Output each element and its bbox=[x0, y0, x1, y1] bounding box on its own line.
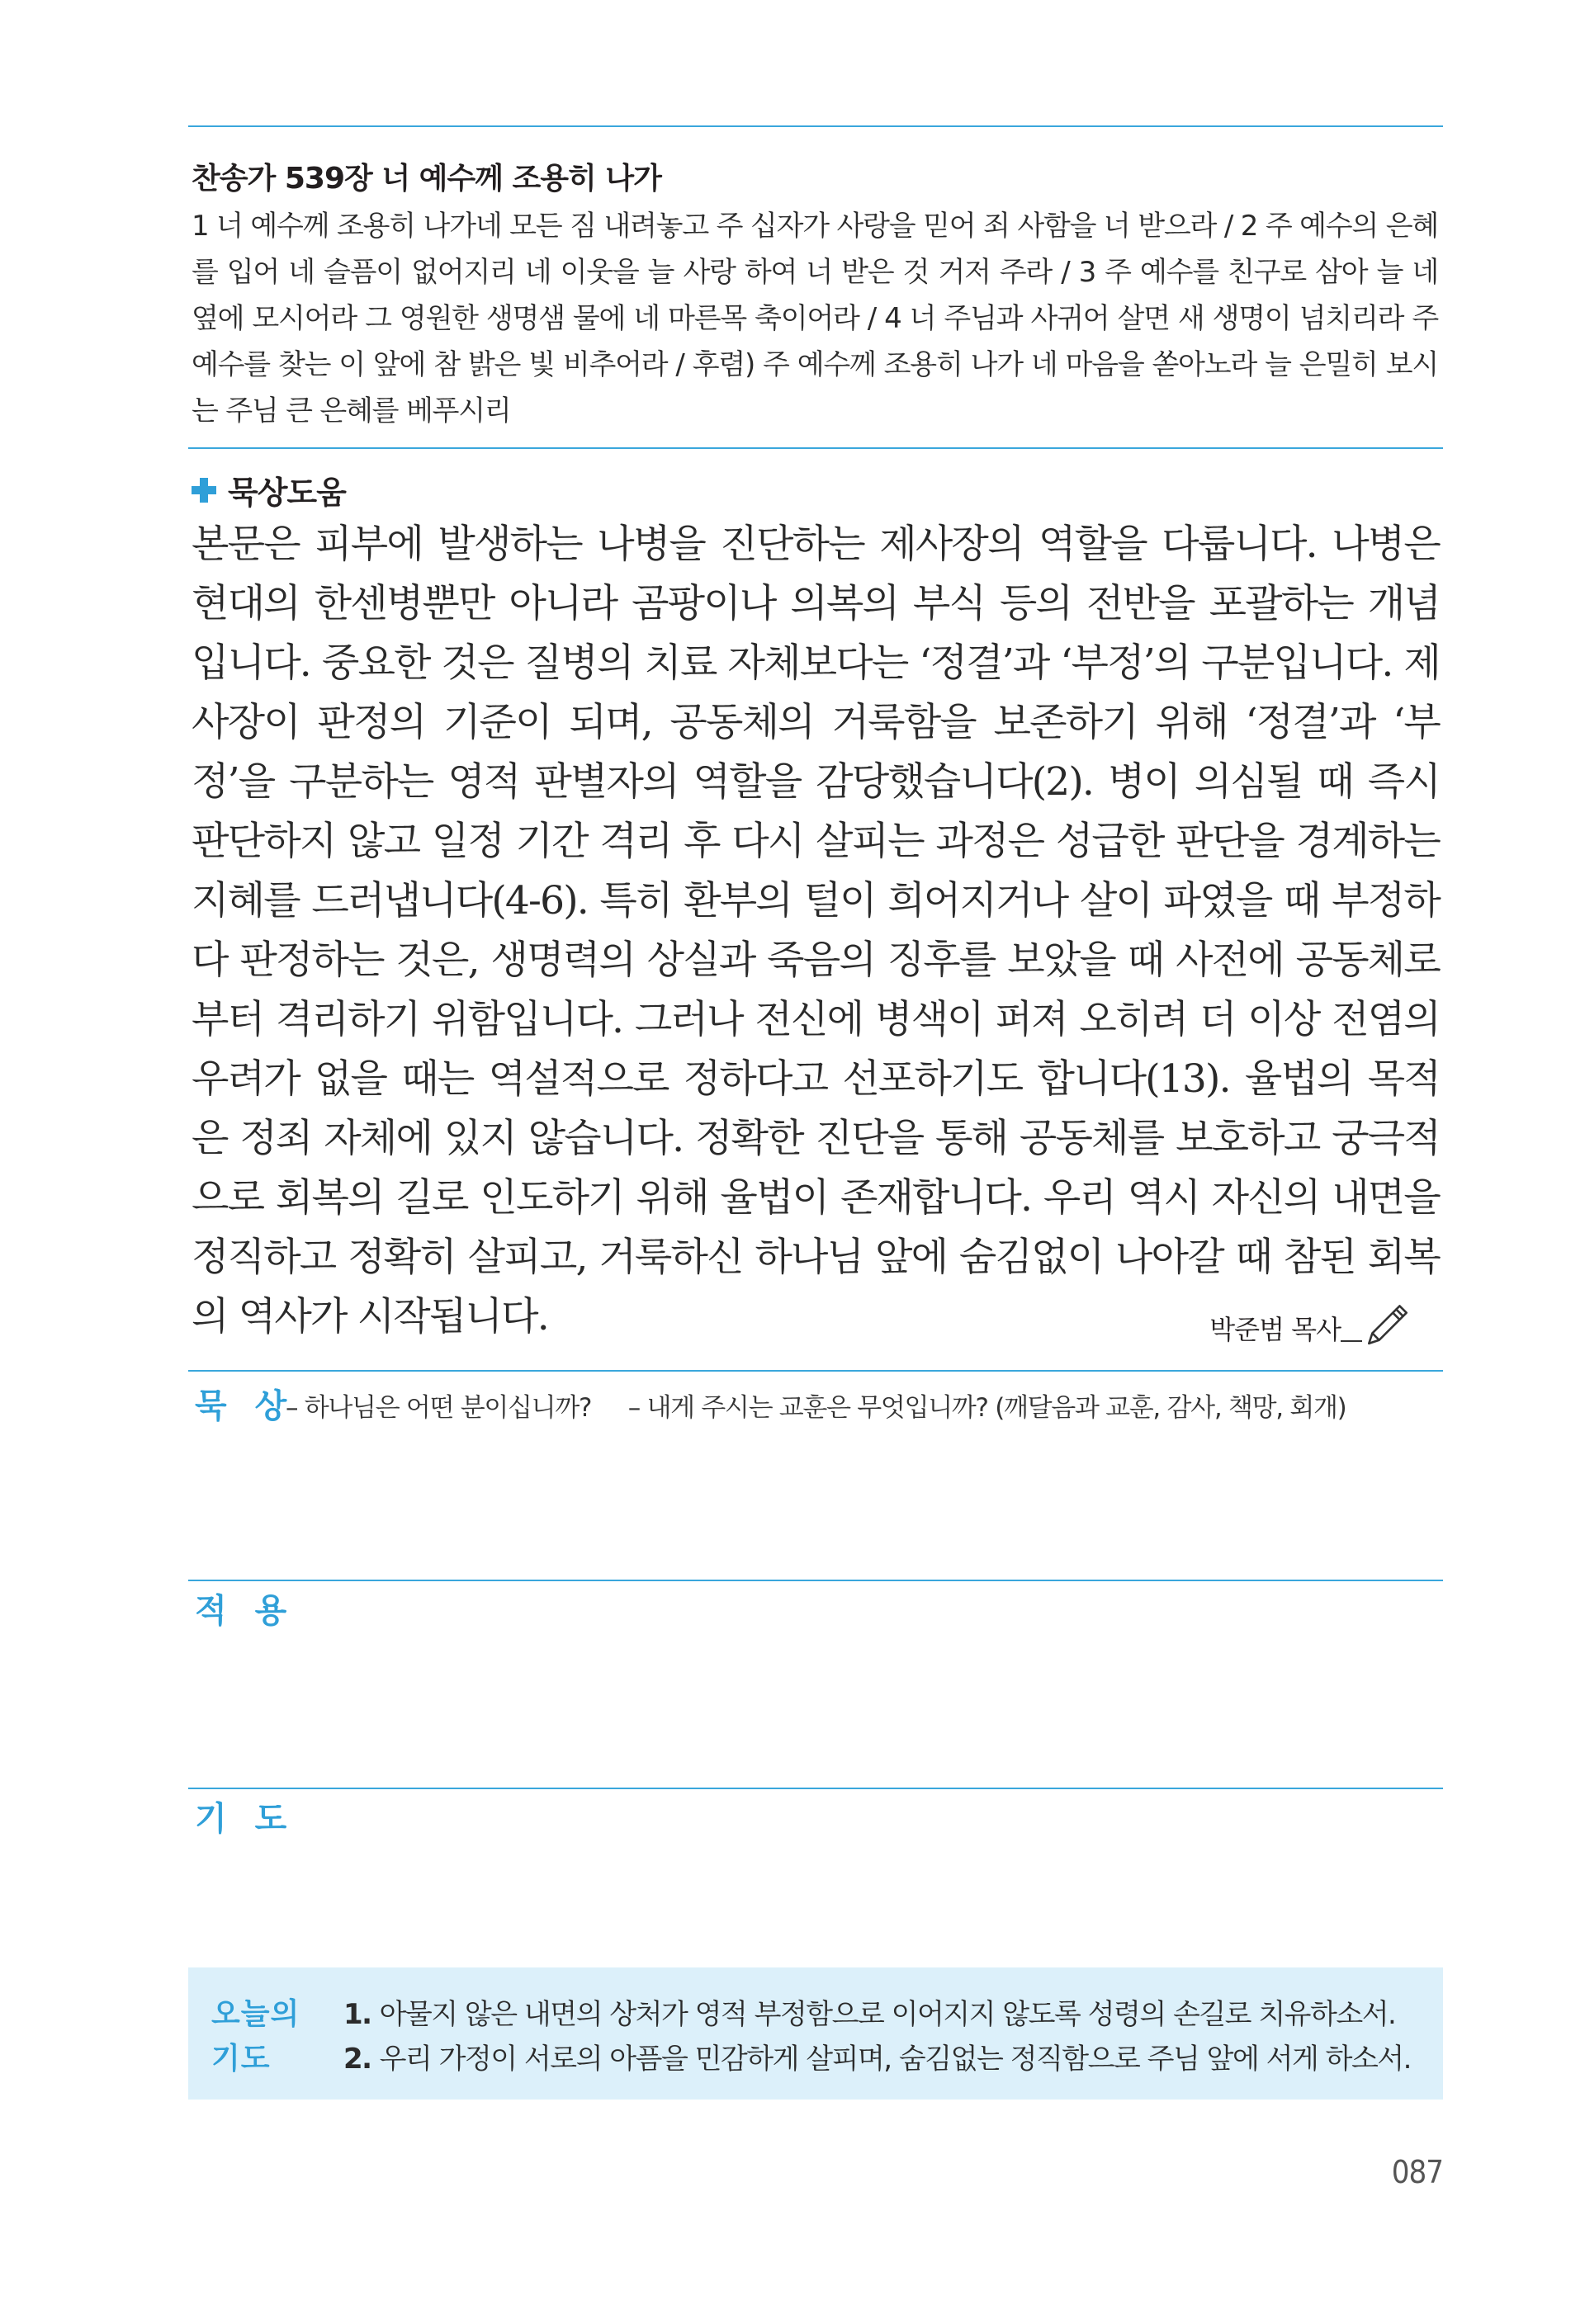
page-number: 087 bbox=[1391, 2154, 1443, 2190]
meditation-rule bbox=[188, 1370, 1443, 1372]
author-signature bbox=[1209, 1296, 1413, 1347]
prayer-item bbox=[343, 1992, 1411, 2037]
devotion-body: 본문은 피부에 발생하는 나병을 진단하는 제사장의 역할을 다룹니다. 나병은 현대의 한센병뿐만 아니라 곰팡이나 의복의 부식 등의 전반을 포괄하는 개념입니다. 중요한 것은 질병의 치료 자체보다는 ‘정결’과 ‘부정’의 구분입니다. 제사장이 판정의 기준이 되며, 공동체의 거룩함을 보존하기 위해 ‘정결’과 ‘부정’을 구분하는 영적 판별자의 역할을 감당했습니다(2). 병이 의심될 때 즉시 판단하지 않고 일정 기간 격리 후 다시 살피는 과정은 성급한 판단을 경계하는 지혜를 드러냅니다(4-6). 특히 환부의 털이 희어지거나 살이 파였을 때 부정하다 판정하는 것은, 생명력의 상실과 죽음의 징후를 보았을 때 사전에 공동체로부터 격리하기 위함입니다. 그러나 전신에 병색이 퍼져 오히려 더 이상 전염의 우려가 없을 때는 역설적으로 정하다고 선포하기도 합니다(13). 율법의 목적은 정죄 자체에 있지 않습니다. 정확한 진단을 통해 공동체를 보호하고 궁극적으로 회복의 길로 인도하기 위해 율법이 존재합니다. 우리 역시 자신의 내면을 정직하고 정확히 살피고, 거룩하신 하나님 앞에 숨김없이 나아갈 때 참된 회복의 역사가 시작됩니다. bbox=[192, 522, 1440, 1339]
application-rule bbox=[188, 1580, 1443, 1581]
prayer-item bbox=[343, 2037, 1411, 2081]
devotion-heading-label: 묵상도움 bbox=[228, 475, 346, 511]
prayer-item-number: 2. bbox=[343, 2043, 371, 2076]
meditation-question-1: – 하나님은 어떤 분이십니까? bbox=[286, 1393, 592, 1423]
today-prayer-box bbox=[188, 1967, 1443, 2100]
meditation-question-2: – 내게 주시는 교훈은 무엇입니까? (깨달음과 교훈, 감사, 책망, 회개) bbox=[627, 1393, 1346, 1423]
meditation-questions bbox=[286, 1386, 1375, 1424]
hymn-lyrics: 1 너 예수께 조용히 나가네 모든 짐 내려놓고 주 십자가 사랑을 믿어 죄 사함을 너 받으라 / 2 주 예수의 은혜를 입어 네 슬픔이 없어지리 네 이웃을 늘 사랑 하여 너 받은 것 거저 주라 / 3 주 예수를 친구로 삼아 늘 네 옆에 모시어라 그 영원한 생명샘 물에 네 마른목 축이어라 / 4 너 주님과 사귀어 살면 새 생명이 넘치리라 주 예수를 찾는 이 앞에 참 밝은 빛 비추어라 / 후렴) 주 예수께 조용히 나가 네 마음을 쏟아노라 늘 은밀히 보시는 주님 큰 은혜를 베푸시리 bbox=[192, 210, 1438, 427]
today-prayer-label-line1: 오늘의 bbox=[211, 1997, 300, 2031]
prayer-label: 기 도 bbox=[195, 1800, 296, 1838]
top-rule bbox=[188, 125, 1443, 127]
devotion-heading bbox=[192, 467, 346, 513]
prayer-item-text: 아물지 않은 내면의 상처가 영적 부정함으로 이어지지 않도록 성령의 손길로 치유하소서. bbox=[379, 1998, 1396, 2031]
today-prayer-label-line2: 기도 bbox=[211, 2042, 271, 2076]
prayer-rule bbox=[188, 1788, 1443, 1789]
plus-icon bbox=[192, 478, 216, 503]
hymn-title: 찬송가 539장 너 예수께 조용히 나가 bbox=[192, 162, 661, 196]
meditation-label: 묵 상 bbox=[195, 1387, 296, 1425]
hymn-bottom-rule bbox=[188, 447, 1443, 449]
author-name: 박준범 목사 bbox=[1209, 1314, 1341, 1345]
signature-line bbox=[1341, 1340, 1362, 1342]
prayer-item-text: 우리 가정이 서로의 아픔을 민감하게 살피며, 숨김없는 정직함으로 주님 앞에 서게 하소서. bbox=[379, 2043, 1411, 2076]
pencil-icon bbox=[1362, 1296, 1413, 1347]
today-prayer-items bbox=[343, 1992, 1411, 2081]
application-label: 적 용 bbox=[195, 1592, 296, 1630]
today-prayer-label bbox=[211, 1992, 300, 2081]
prayer-item-number: 1. bbox=[343, 1998, 371, 2031]
